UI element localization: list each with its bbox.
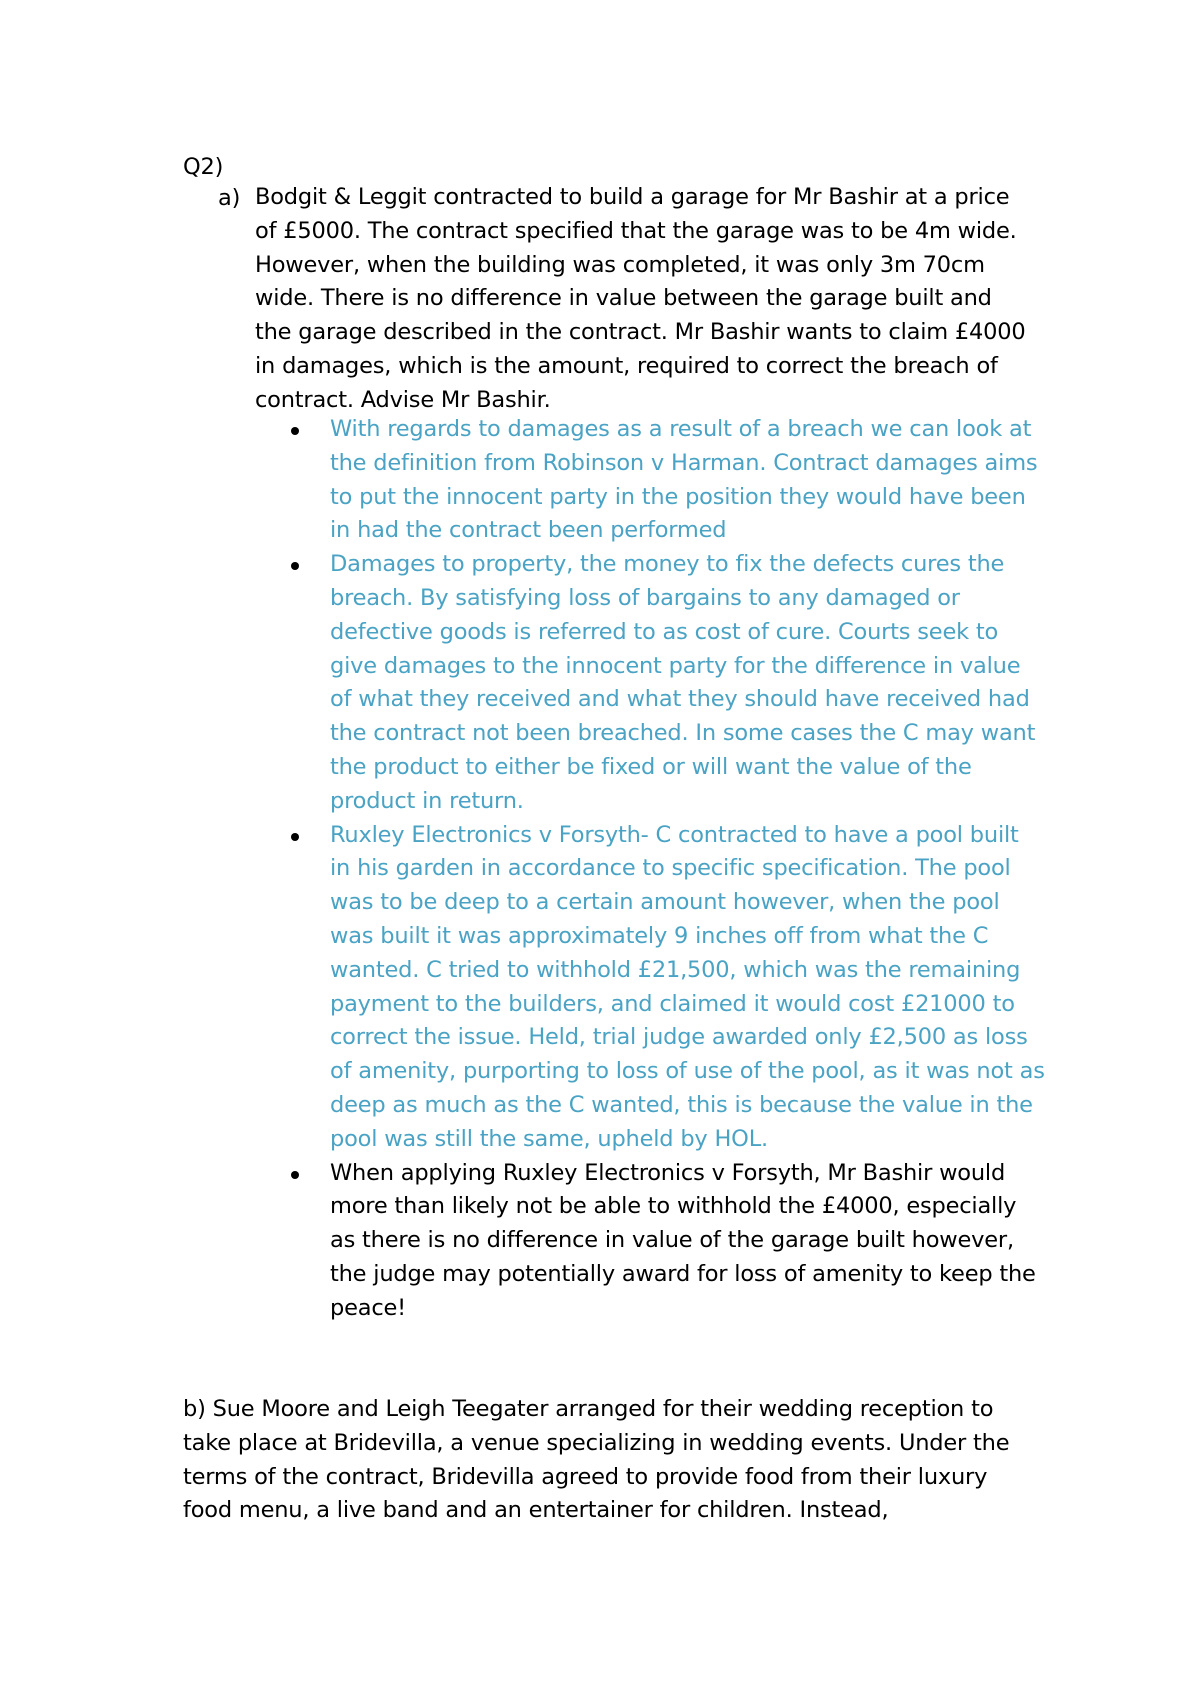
answer-bullet-text: When applying Ruxley Electronics v Forsyth, Mr Bashir would more than likely not be able to withhold the £4000, especially as there is no difference in value of the garage built however, the judge may potentially award for loss of amenity to keep the peace! xyxy=(330,1159,1036,1321)
part-a-marker: a) xyxy=(218,185,241,211)
bullet-dot-icon xyxy=(291,427,299,435)
question-heading: Q2) xyxy=(183,154,224,180)
answer-bullet xyxy=(285,819,1045,1157)
answer-bullet-text: Damages to property, the money to fix the defects cures the breach. By satisfying loss of bargains to any damaged or defective goods is referred to as cost of cure. Courts seek to give damages to the innocent party for the difference in value of what they received and what they should have received had the contract not been breached. In some cases the C may want the product to either be fixed or will want the value of the product in return. xyxy=(330,551,1036,814)
answer-bullet xyxy=(285,1157,1045,1326)
part-a-question: Bodgit & Leggit contracted to build a garage for Mr Bashir at a price of £5000. The contract specified that the garage was to be 4m wide. However, when the building was completed, it was only 3m 70cm wide. There is no difference in value between the garage built and the garage described in the contract. Mr Bashir wants to claim £4000 in damages, which is the amount, required to correct the breach of contract. Advise Mr Bashir. xyxy=(255,184,1026,413)
answer-bullet xyxy=(285,548,1045,818)
answer-bullet xyxy=(285,413,1045,548)
answer-bullet-list xyxy=(285,413,1045,1326)
bullet-dot-icon xyxy=(291,833,299,841)
part-b-question: b) Sue Moore and Leigh Teegater arranged for their wedding reception to take place at Bridevilla, a venue specializing in wedding events. Under the terms of the contract, Bridevilla agreed to provide food from their luxury food menu, a live band and an entertainer for children. Instead, xyxy=(183,1396,1010,1524)
bullet-dot-icon xyxy=(291,1171,299,1179)
bullet-dot-icon xyxy=(291,562,299,570)
answer-bullet-text: Ruxley Electronics v Forsyth- C contracted to have a pool built in his garden in accordance to specific specification. The pool was to be deep to a certain amount however, when the pool was built it was approximately 9 inches off from what the C wanted. C tried to withhold £21,500, which was the remaining payment to the builders, and claimed it would cost £21000 to correct the issue. Held, trial judge awarded only £2,500 as loss of amenity, purporting to loss of use of the pool, as it was not as deep as much as the C wanted, this is because the value in the pool was still the same, upheld by HOL. xyxy=(330,821,1045,1152)
answer-bullet-text: With regards to damages as a result of a breach we can look at the definition from Robinson v Harman. Contract damages aims to put the innocent party in the position they would have been in had the contract been performed xyxy=(330,416,1038,544)
